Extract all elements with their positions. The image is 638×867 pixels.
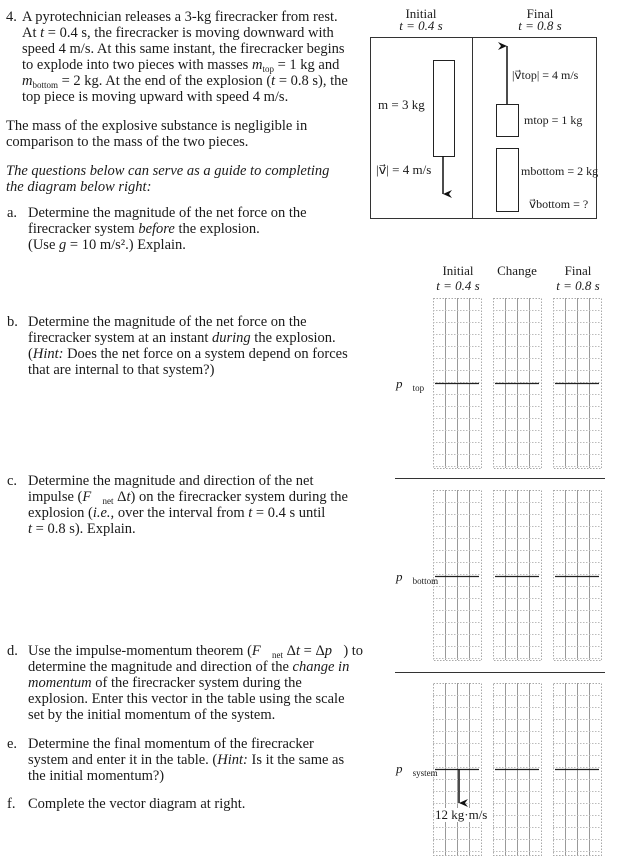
text-segment: Is it the same as <box>247 752 345 768</box>
text-segment: At <box>22 25 41 41</box>
bottom-piece <box>497 149 519 212</box>
text-segment: = Δ <box>300 643 325 659</box>
row-label-p-top <box>396 377 424 395</box>
text-segment: ( <box>28 346 33 362</box>
text-segment: set by the initial momentum of the system. <box>28 707 276 723</box>
bottom-velocity-label: v⃗bottom = ? <box>529 197 589 211</box>
row-symbol: p⃗ <box>396 376 413 391</box>
text-segment: the explosion. <box>174 221 260 237</box>
text-segment: top <box>262 64 274 74</box>
text-segment: The mass of the explosive substance is negligible in <box>6 118 308 134</box>
text-segment: the explosion. <box>250 330 336 346</box>
text-segment: F⃗ <box>82 489 103 505</box>
row-symbol: p⃗ <box>396 761 413 776</box>
text-segment: g <box>59 237 67 253</box>
question-number: f. <box>7 796 16 812</box>
row-subscript: top <box>412 383 425 393</box>
question-number: a. <box>7 205 18 221</box>
text-segment: = 2 kg. At the end of the explosion ( <box>58 73 272 89</box>
text-segment: t <box>40 25 45 41</box>
row-label-p-system <box>396 762 438 780</box>
diagram-frame <box>371 38 597 219</box>
text-segment: ) to <box>343 643 364 659</box>
text-segment: = 10 m/s².) Explain. <box>66 237 186 253</box>
initial-mass-label: m = 3 kg <box>378 97 425 112</box>
text-segment: The questions below can serve as a guide to completing <box>6 163 330 179</box>
text-segment: t <box>28 521 33 537</box>
scale-label: 12 kg·m/s <box>435 807 488 822</box>
top-piece <box>497 105 519 137</box>
diagram-final-time: t = 0.8 s <box>518 18 562 33</box>
text-segment: = 0.8 s), the <box>275 73 348 89</box>
initial-speed-label: |v⃗| = 4 m/s <box>376 162 432 177</box>
text-segment: explosion. Enter this vector in the table using the scale <box>28 691 345 707</box>
text-segment: determine the magnitude and direction of the <box>28 659 293 675</box>
text-segment: i.e., <box>92 505 115 521</box>
text-segment: t <box>296 643 301 659</box>
text-segment: over the interval from <box>114 505 249 521</box>
text-segment: firecracker system at an instant <box>28 330 212 346</box>
text-segment: Determine the magnitude of the net force on the <box>28 314 307 330</box>
text-segment: change in <box>292 659 350 675</box>
question-number: e. <box>7 736 18 752</box>
firecracker-body <box>434 61 455 157</box>
row-label-p-bottom <box>396 570 438 588</box>
question-number: b. <box>7 314 18 330</box>
text-segment: p⃗ <box>324 643 344 659</box>
text-segment: = 1 kg and <box>273 57 340 73</box>
text-segment: during <box>212 330 251 346</box>
row-symbol: p⃗ <box>396 569 413 584</box>
text-segment: F⃗ <box>251 643 273 659</box>
text-segment: A pyrotechnician releases a 3-kg firecracker from rest. <box>22 9 338 25</box>
text-segment: comparison to the mass of the two pieces. <box>6 134 249 150</box>
column-header-change: Change <box>497 263 537 278</box>
text-segment: Determine the magnitude and direction of the net <box>28 473 314 489</box>
text-segment: of the firecracker system during the <box>91 675 302 691</box>
column-header-final: Final <box>564 263 592 278</box>
top-speed-label: |v⃗top| = 4 m/s <box>512 68 579 82</box>
text-segment: top piece is moving upward with speed 4 m/s. <box>22 89 289 105</box>
text-segment: = 0.8 s). Explain. <box>32 521 136 537</box>
text-segment: the initial momentum?) <box>28 768 165 784</box>
row-subscript: system <box>412 768 438 778</box>
text-segment: to explode into two pieces with masses <box>22 57 252 73</box>
text-segment: Complete the vector diagram at right. <box>28 796 246 812</box>
text-segment: firecracker system <box>28 221 139 237</box>
bottom-mass-label: mbottom = 2 kg <box>521 164 599 178</box>
text-segment: (Use <box>28 237 60 253</box>
text-segment: Δ <box>113 489 127 505</box>
question-number: 4. <box>6 9 17 25</box>
text-segment: m <box>251 57 263 73</box>
text-segment: momentum <box>28 675 92 691</box>
text-segment: Determine the final momentum of the firecracker <box>28 736 314 752</box>
text-segment: the diagram below right: <box>6 179 152 195</box>
question-number: c. <box>7 473 18 489</box>
diagram-final-title: Final <box>526 6 554 21</box>
text-segment: t <box>248 505 253 521</box>
text-segment: Does the net force on a system depend on forces <box>63 346 348 362</box>
top-mass-label: mtop = 1 kg <box>524 113 583 127</box>
diagram-initial-title: Initial <box>405 6 437 21</box>
text-segment: before <box>138 221 175 237</box>
text-segment: Hint: <box>217 752 248 768</box>
text-segment: that are internal to that system?) <box>28 362 215 378</box>
text-segment: net <box>102 496 114 506</box>
text-segment: Use the impulse-momentum theorem ( <box>28 643 252 659</box>
text-segment: speed 4 m/s. At this same instant, the firecracker begins <box>22 41 345 57</box>
text-segment: net <box>272 650 284 660</box>
text-segment: t <box>126 489 131 505</box>
text-segment: Hint: <box>32 346 64 362</box>
text-segment: ) on the firecracker system during the <box>130 489 348 505</box>
text-segment: = 0.4 s until <box>252 505 326 521</box>
text-segment: m <box>22 73 33 89</box>
question-number: d. <box>7 643 18 659</box>
text-segment: impulse ( <box>28 489 83 505</box>
text-segment: system and enter it in the table. ( <box>28 752 218 768</box>
column-header-initial: Initial <box>442 263 474 278</box>
text-segment: = 0.4 s, the firecracker is moving downward with <box>44 25 334 41</box>
text-segment: Δ <box>283 643 296 659</box>
text-segment: bottom <box>32 80 58 90</box>
column-time-initial: t = 0.4 s <box>436 278 480 293</box>
column-time-final: t = 0.8 s <box>556 278 600 293</box>
text-segment: Determine the magnitude of the net force on the <box>28 205 307 221</box>
diagram-initial-time: t = 0.4 s <box>399 18 443 33</box>
text-segment: t <box>271 73 276 89</box>
row-subscript: bottom <box>412 576 439 586</box>
text-segment: explosion ( <box>28 505 93 521</box>
